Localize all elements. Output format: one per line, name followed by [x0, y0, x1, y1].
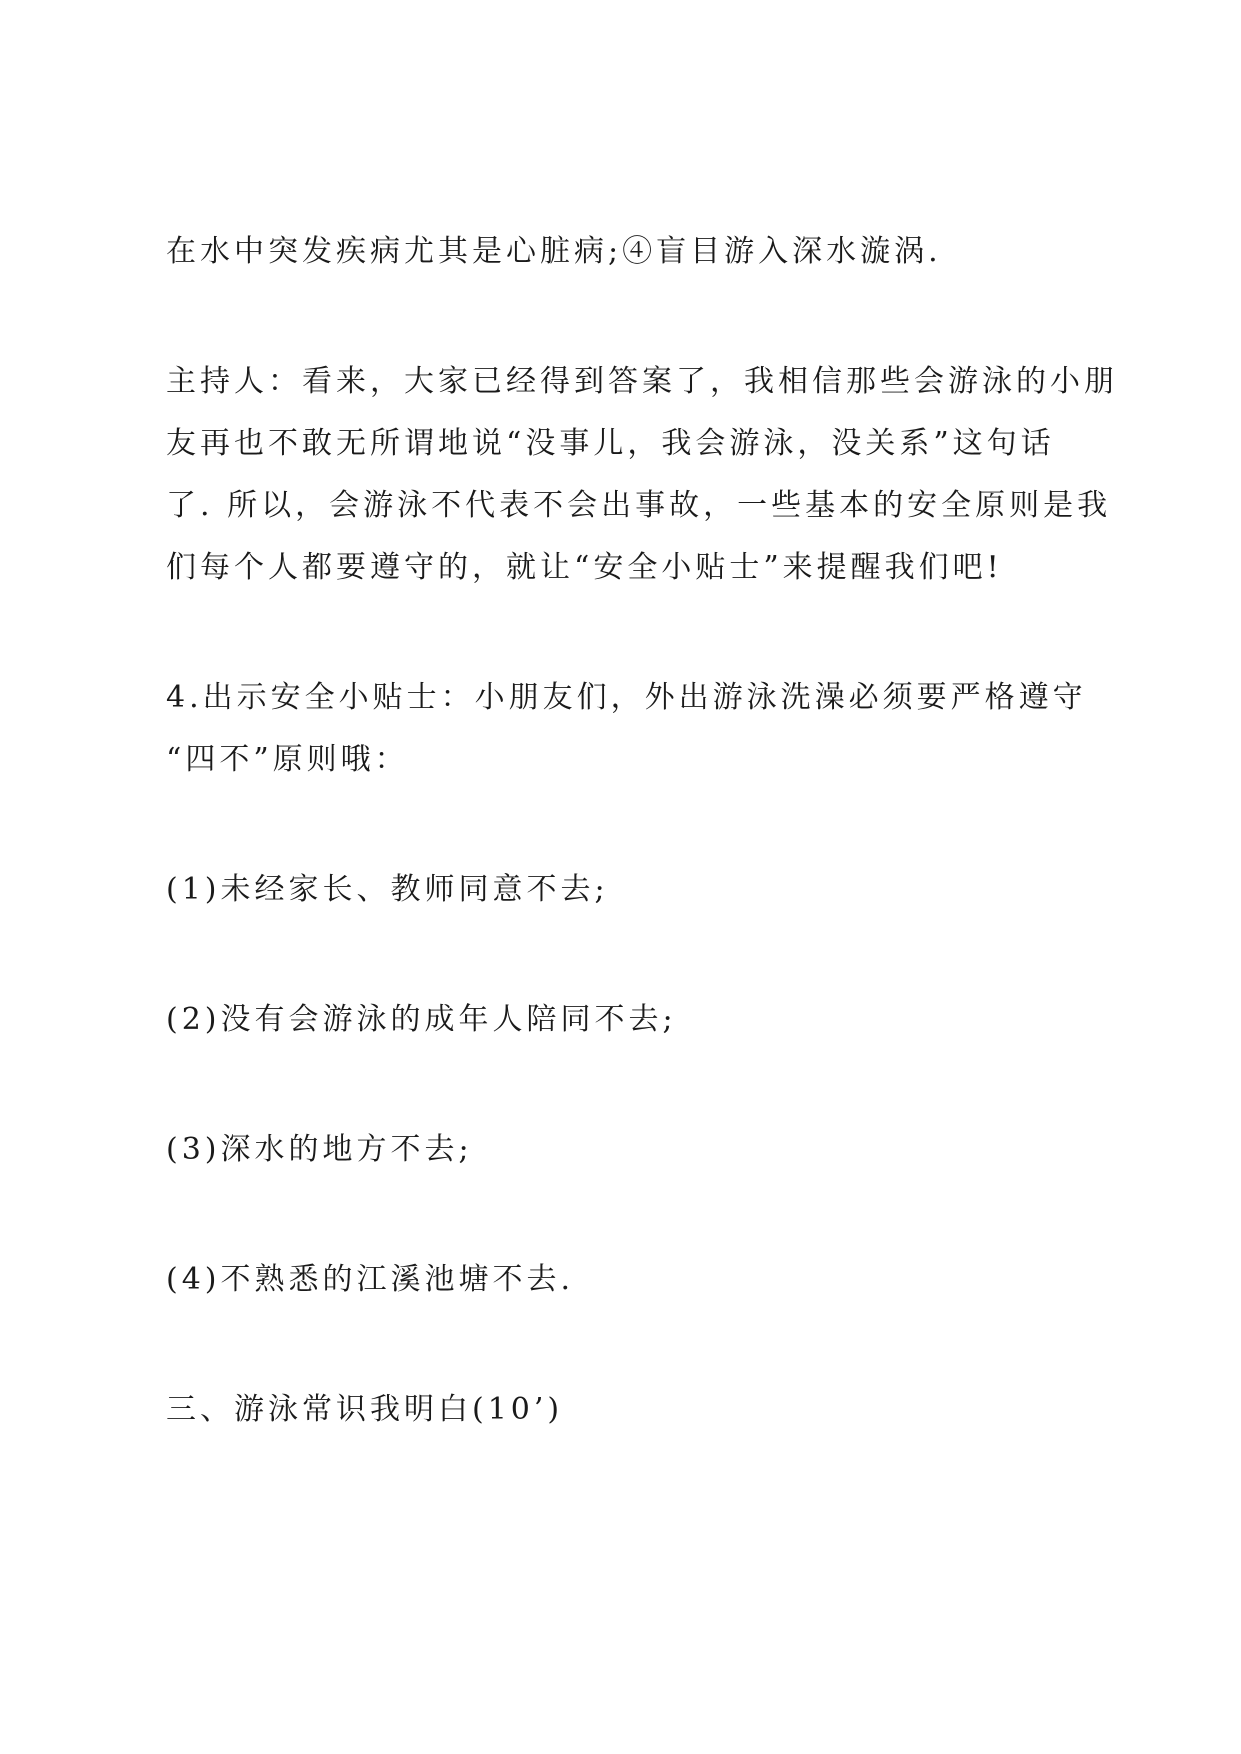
paragraph-line: 主持人：看来，大家已经得到答案了，我相信那些会游泳的小朋	[166, 364, 1118, 399]
paragraph-line: 在水中突发疾病尤其是心脏病;④盲目游入深水漩涡.	[166, 234, 942, 269]
paragraph-line: “四不”原则哦：	[166, 742, 409, 777]
paragraph-line: 4.出示安全小贴士：小朋友们，外出游泳洗澡必须要严格遵守	[166, 680, 1087, 715]
rule-item: (3)深水的地方不去;	[166, 1132, 473, 1167]
paragraph-line: 友再也不敢无所谓地说“没事儿，我会游泳，没关系”这句话	[166, 426, 1055, 461]
paragraph-line: 了. 所以，会游泳不代表不会出事故，一些基本的安全原则是我	[166, 488, 1112, 523]
section-heading: 三、游泳常识我明白(10’)	[166, 1392, 564, 1427]
paragraph-line: 们每个人都要遵守的，就让“安全小贴士”来提醒我们吧!	[166, 550, 1003, 585]
rule-item: (1)未经家长、教师同意不去;	[166, 872, 609, 907]
rule-item: (2)没有会游泳的成年人陪同不去;	[166, 1002, 677, 1037]
rule-item: (4)不熟悉的江溪池塘不去.	[166, 1262, 575, 1297]
